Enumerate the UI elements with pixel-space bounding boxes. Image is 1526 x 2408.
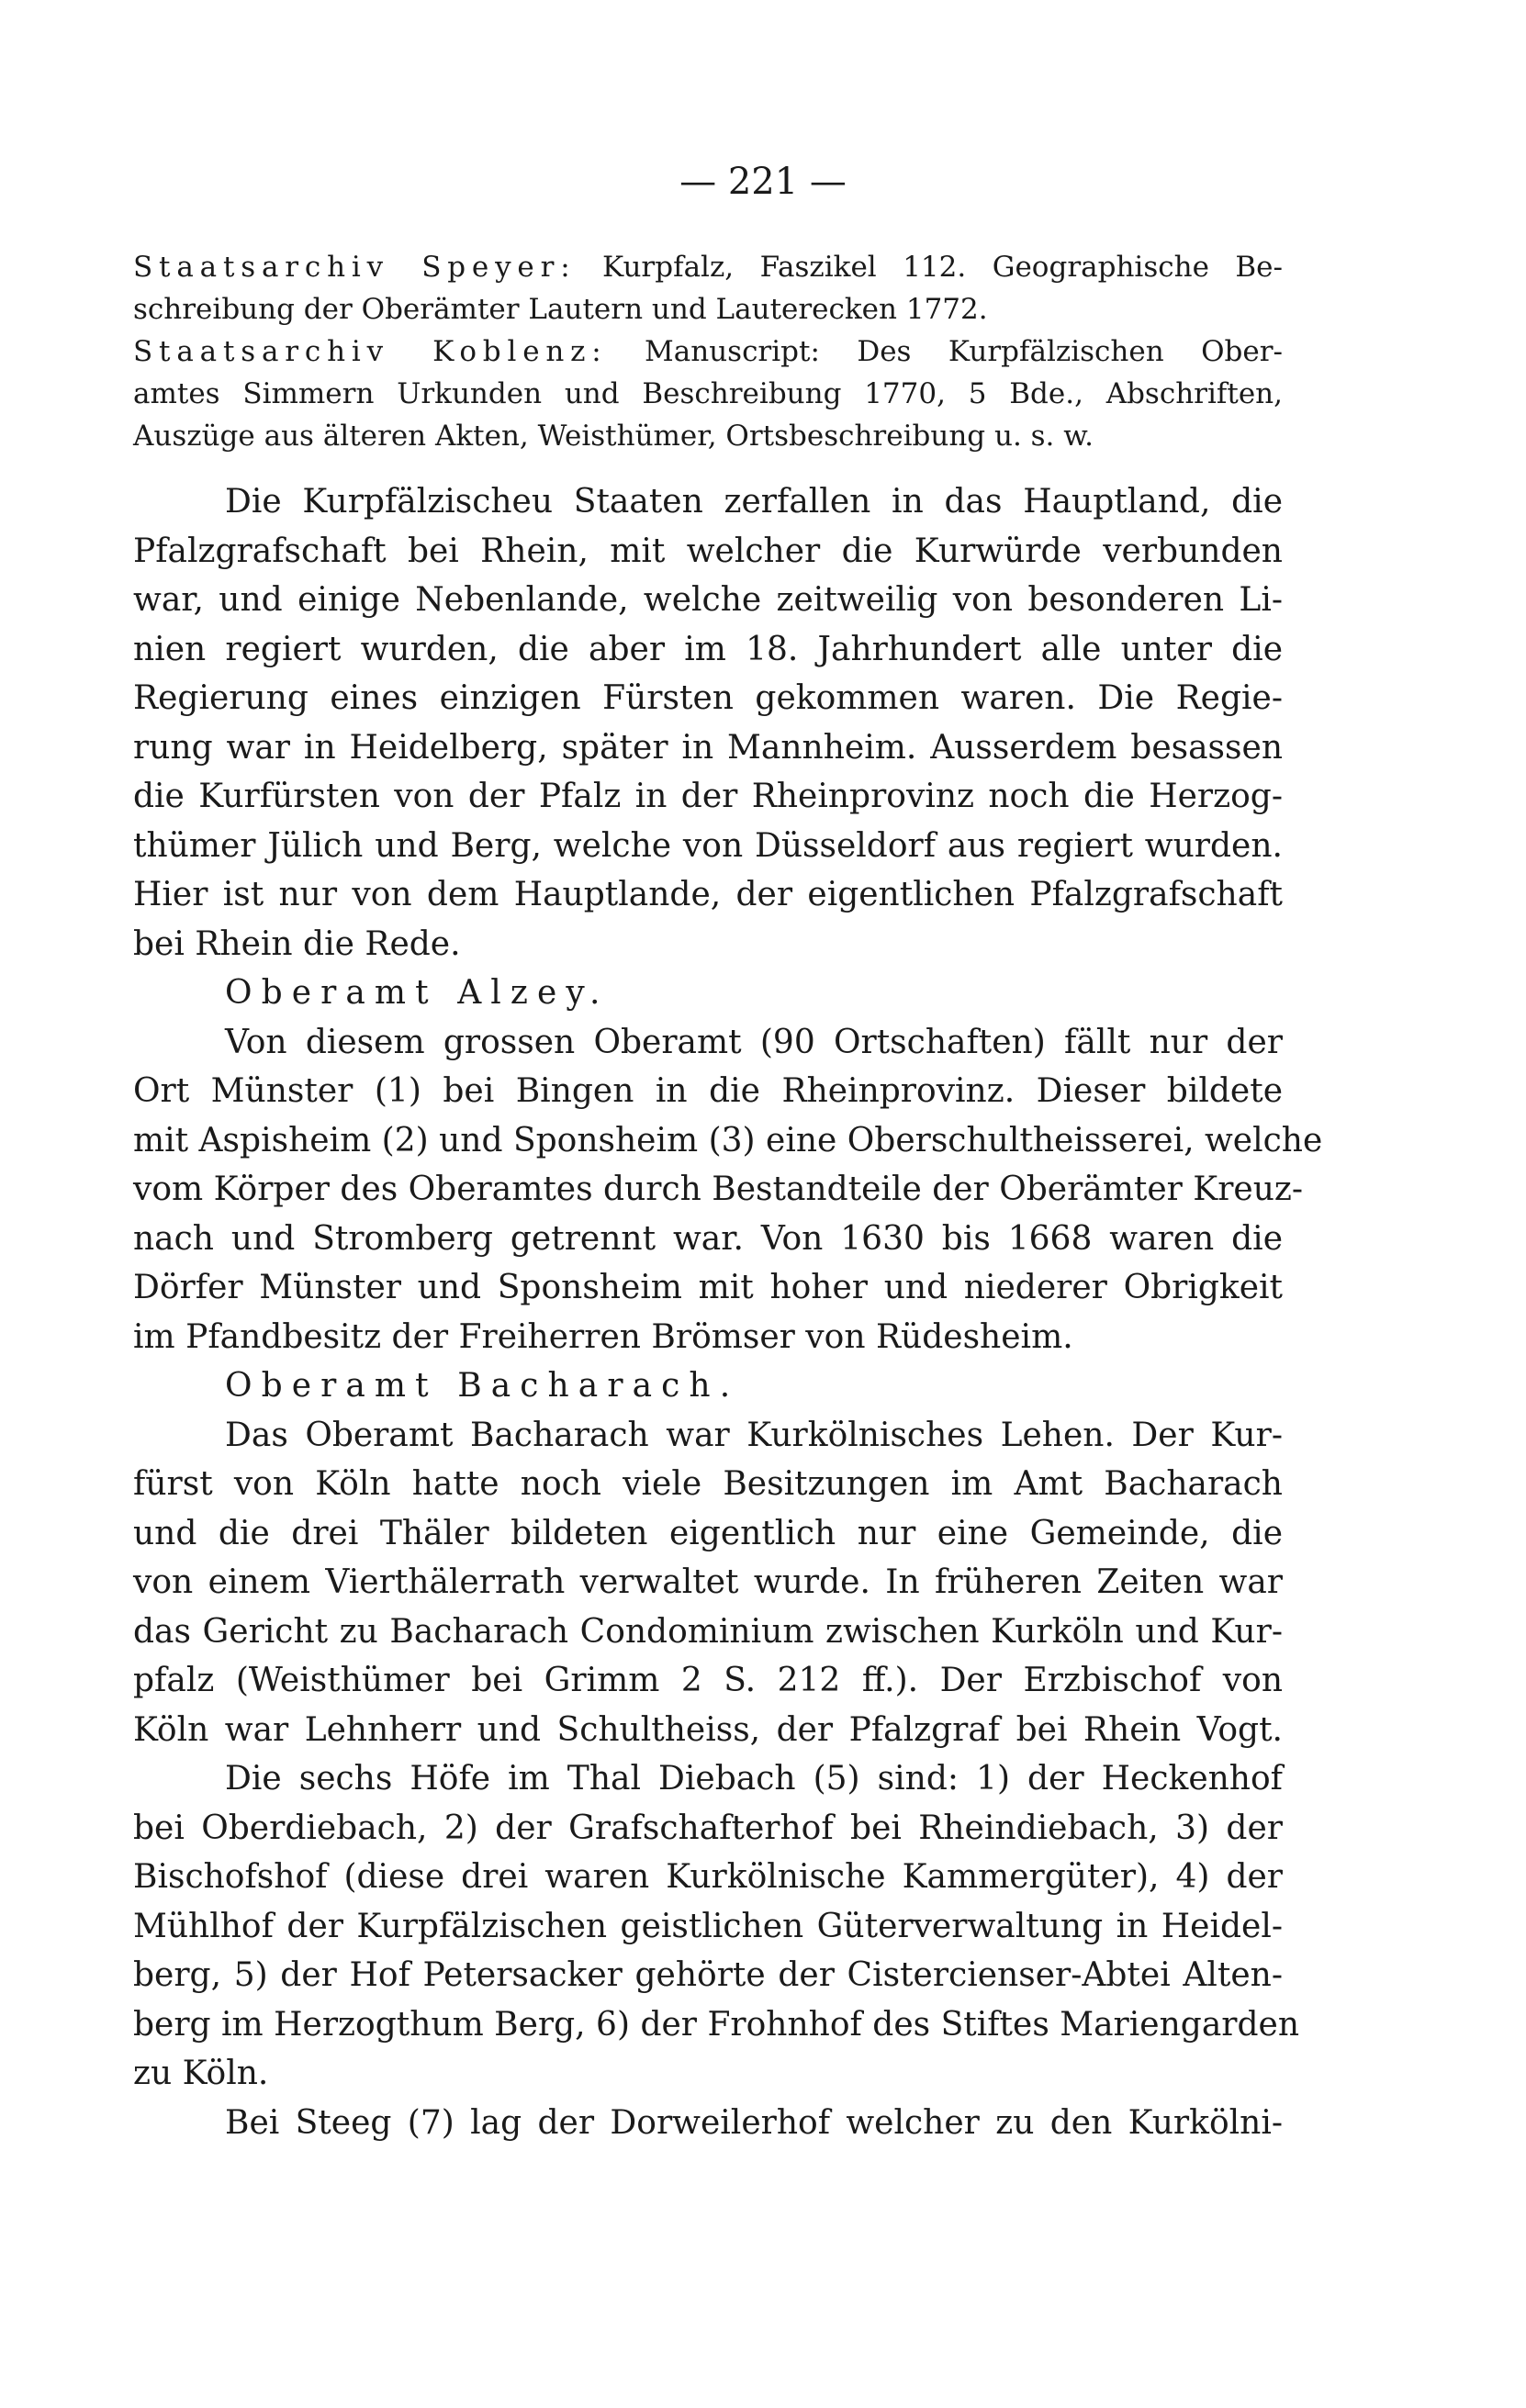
archive-name-speyer: Staatsarchiv Speyer: [133,251,577,284]
text-line: pfalz (Weisthümer bei Grimm 2 S. 212 ff.). Der Erzbischof von [133,1662,1283,1699]
source-line: Auszüge aus älteren Akten, Weisthümer, Ortsbeschreibung u. s. w. [133,420,1094,453]
archive-name-koblenz: Staatsarchiv Koblenz: [133,335,608,368]
text-line: berg im Herzogthum Berg, 6) der Frohnhof des Stiftes Mariengarden [133,2005,1300,2044]
page-number: — 221 — [679,161,847,203]
text-line: Mühlhof der Kurpfälzischen geistlichen Güterverwaltung in Heidel- [133,1907,1283,1945]
text-line: bei Rhein die Rede. [133,924,461,963]
text-line: berg, 5) der Hof Petersacker gehörte der Cistercienser-Abtei Alten- [133,1956,1283,1994]
text-line: war, und einige Nebenlande, welche zeitweilig von besonderen Li- [133,581,1283,619]
source-text: Manuscript: Des Kurpfälzischen Ober- [607,335,1283,368]
text-line: nien regiert wurden, die aber im 18. Jahrhundert alle unter die [133,630,1283,668]
text-line: fürst von Köln hatte noch viele Besitzungen im Amt Bacharach [133,1465,1283,1503]
section-heading-alzey [133,969,1283,1018]
text-line: rung war in Heidelberg, später in Mannheim. Ausserdem besassen [133,728,1283,767]
source-koblenz-line [133,330,1283,373]
text-line: Ort Münster (1) bei Bingen in die Rheinprovinz. Dieser bildete [133,1072,1283,1110]
heading-text: Oberamt Alzey. [225,974,610,1012]
text-line: vom Körper des Oberamtes durch Bestandteile der Oberämter Kreuz- [133,1170,1304,1208]
text-line: im Pfandbesitz der Freiherren Brömser von Rüdesheim. [133,1317,1073,1356]
text-line: Bei Steeg (7) lag der Dorweilerhof welcher zu den Kurkölni- [225,2103,1283,2142]
text-line: die Kurfürsten von der Pfalz in der Rheinprovinz noch die Herzog- [133,778,1283,815]
text-line: thümer Jülich und Berg, welche von Düsseldorf aus regiert wurden. [133,826,1283,865]
text-line: Bischofshof (diese drei waren Kurkölnische Kammergüter), 4) der [133,1858,1283,1896]
text-line: Pfalzgrafschaft bei Rhein, mit welcher die Kurwürde verbunden [133,532,1283,570]
text-line: bei Oberdiebach, 2) der Grafschafterhof bei Rheindiebach, 3) der [133,1809,1283,1847]
heading-text: Oberamt Bacharach. [225,1367,740,1405]
source-line: amtes Simmern Urkunden und Beschreibung 1770, 5 Bde., Abschriften, [133,377,1283,410]
text-line: Hier ist nur von dem Hauptlande, der eigentlichen Pfalzgrafschaft [133,876,1283,913]
text-line: Die Kurpfälzischeu Staaten zerfallen in das Hauptland, die [225,483,1283,521]
text-line: Dörfer Münster und Sponsheim mit hoher und niederer Obrigkeit [133,1269,1283,1306]
section-heading-bacharach [133,1361,1283,1411]
source-line: schreibung der Oberämter Lautern und Lauterecken 1772. [133,293,988,326]
sources-section [133,246,1283,457]
source-speyer-line [133,246,1283,288]
text-line: und die drei Thäler bildeten eigentlich nur eine Gemeinde, die [133,1514,1283,1552]
text-line: Das Oberamt Bacharach war Kurkölnisches Lehen. Der Kur- [225,1416,1283,1454]
text-line: Regierung eines einzigen Fürsten gekommen waren. Die Regie- [133,679,1283,717]
text-line: Köln war Lehnherr und Schultheiss, der Pfalzgraf bei Rhein Vogt. [133,1710,1283,1749]
source-text: Kurpfalz, Faszikel 112. Geographische Be- [576,251,1283,284]
text-line: zu Köln. [133,2055,269,2092]
text-line: Die sechs Höfe im Thal Diebach (5) sind: 1) der Heckenhof [225,1760,1283,1798]
text-line: nach und Stromberg getrennt war. Von 1630 bis 1668 waren die [133,1219,1283,1258]
text-line: von einem Vierthälerrath verwaltet wurde. In früheren Zeiten war [133,1563,1283,1601]
text-line: mit Aspisheim (2) und Sponsheim (3) eine Oberschultheisserei, welche [133,1121,1323,1159]
text-line: das Gericht zu Bacharach Condominium zwischen Kurköln und Kur- [133,1612,1283,1651]
text-line: Von diesem grossen Oberamt (90 Ortschaften) fällt nur der [225,1023,1283,1061]
main-text [133,477,1323,2147]
